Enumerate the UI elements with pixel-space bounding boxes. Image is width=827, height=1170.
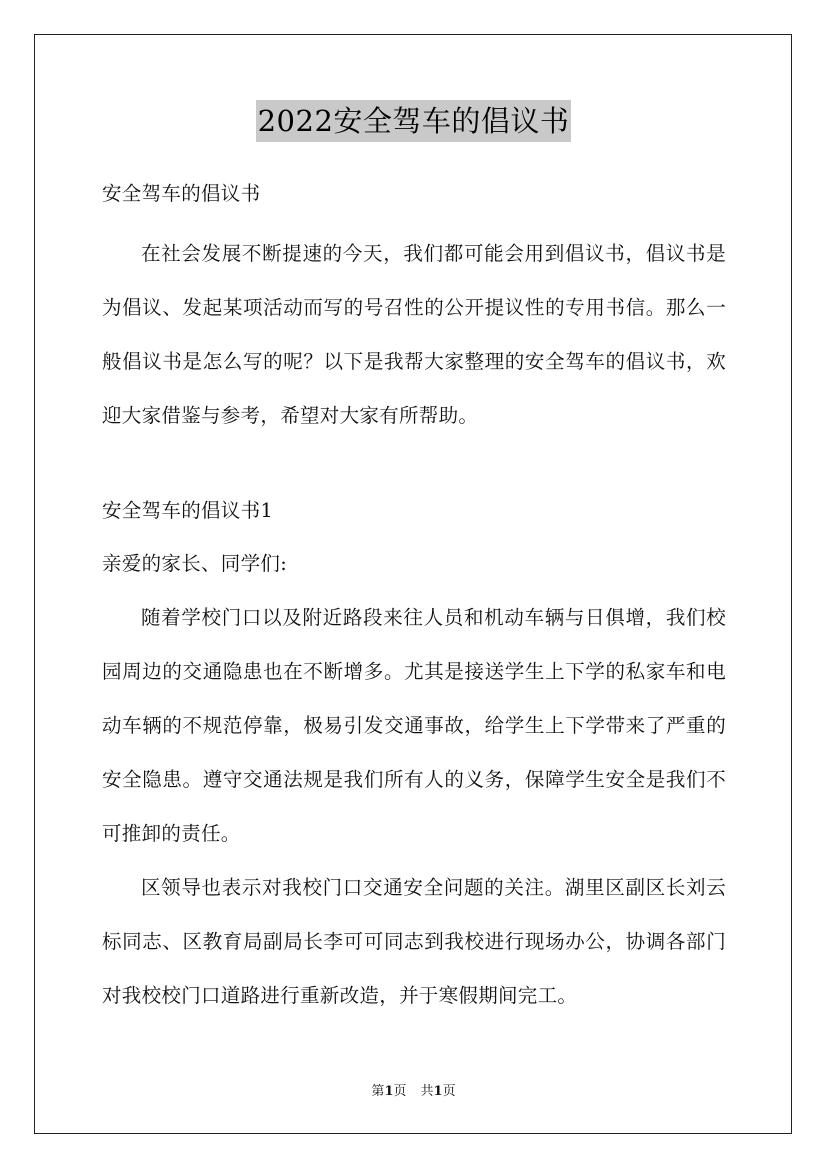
page-footer [0,1082,827,1102]
current-page-number: 1 [384,1084,394,1099]
page-prefix: 第 [371,1084,385,1099]
spacer [102,443,726,487]
body-paragraph-2: 区领导也表示对我校门口交通安全问题的关注。湖里区副区长刘云标同志、区教育局副局长李可可同志到我校进行现场办公，协调各部门对我校校门口道路进行重新改造，并于寒假期间完工。 [102,876,726,1007]
salutation: 亲爱的家长、同学们: [102,552,288,575]
section-heading: 安全驾车的倡议书1 [102,499,274,522]
document-subtitle: 安全驾车的倡议书 [102,182,261,205]
page-unit: 页 [393,1084,407,1099]
document-body [102,172,726,1023]
document-title: 2022安全驾车的倡议书 [256,100,572,142]
total-prefix: 共 [420,1084,434,1099]
title-wrapper [0,100,827,142]
intro-paragraph: 在社会发展不断提速的今天，我们都可能会用到倡议书，倡议书是为倡议、发起某项活动而写的号召性的公开提议性的专用书信。那么一般倡议书是怎么写的呢？以下是我帮大家整理的安全驾车的倡议书，欢迎大家借鉴与参考，希望对大家有所帮助。 [102,242,726,427]
total-page-number: 1 [433,1084,443,1099]
body-paragraph-1: 随着学校门口以及附近路段来往人员和机动车辆与日俱增，我们校园周边的交通隐患也在不断增多。尤其是接送学生上下学的私家车和电动车辆的不规范停靠，极易引发交通事故，给学生上下学带来了严重的安全隐患。遵守交通法规是我们所有人的义务，保障学生安全是我们不可推卸的责任。 [102,606,726,845]
total-unit: 页 [442,1084,456,1099]
spacer [102,215,726,227]
